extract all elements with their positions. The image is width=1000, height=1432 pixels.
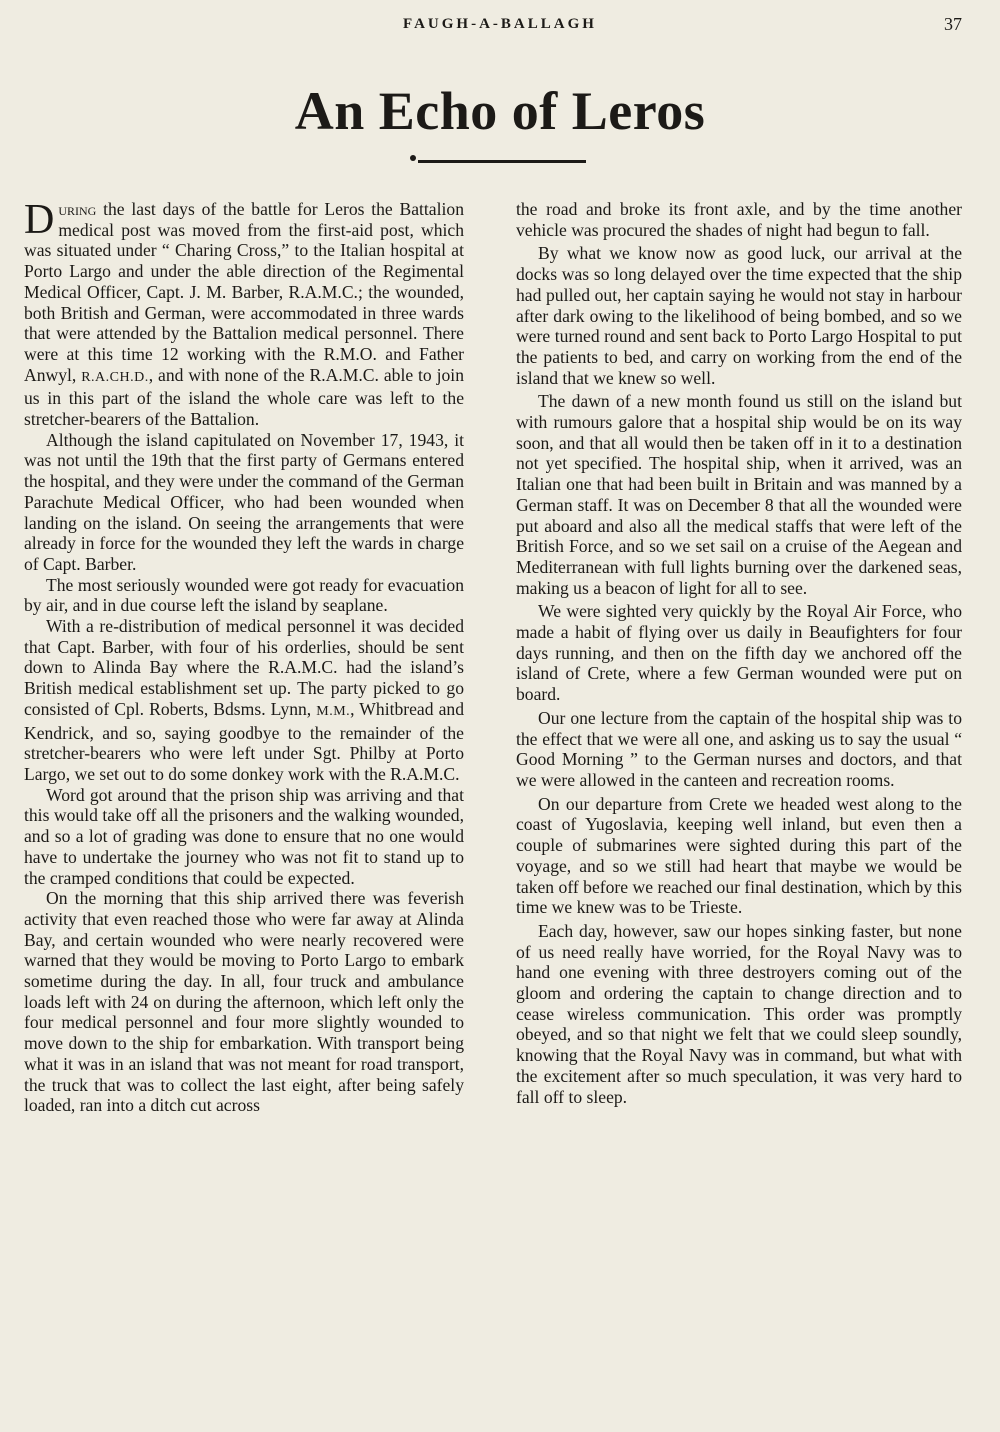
paragraph: Although the island capitulated on November 17, 1943, it was not until the 19th that the first party of Germans entered the hospital, and they were under the command of the German Parachute Medical Officer, who had been wounded when landing on the island. On seeing the arrangements that were already in force for the wounded they left the wards in charge of Capt. Barber. <box>24 429 464 574</box>
paragraph: We were sighted very quickly by the Royal Air Force, who made a habit of flying over us daily in Beaufighters for four days running, and then on the fifth day we anchored off the island of Crete, where a few German wounded were put on board. <box>516 601 962 705</box>
page-number: 37 <box>944 14 962 34</box>
paragraph: Our one lecture from the captain of the hospital ship was to the effect that we were all one, and asking us to say the usual “ Good Morning ” to the German nurses and doctors, and that we were allowed in the canteen and recreation rooms. <box>516 707 962 790</box>
paragraph: the road and broke its front axle, and by the time another vehicle was procured the shades of night had begun to fall. <box>516 199 962 240</box>
paragraph-text: With a re-distribution of medical personnel it was decided that Capt. Barber, with four of his orderlies, should be sent down to Alinda Bay where the R.A.M.C. had the island’s British medical establishment set up. The party picked to go consisted of Cpl. Roberts, Bdsms. Lynn, <box>24 616 464 719</box>
paragraph-text: , and with none of the R.A.M.C. able to join us in this part of the island the whole care was left to the stretcher-bearers of the Battalion. <box>24 364 464 430</box>
article-title: An Echo of Leros <box>294 81 706 141</box>
drop-cap: D <box>24 197 55 243</box>
title-rule-dot <box>410 155 416 161</box>
paragraph: Each day, however, saw our hopes sinking faster, but none of us need really have worried, for the Royal Navy was to hand one evening with three destroyers coming out of the gloom and ordering the captain to change direction and to cease wireless communication. This order was promptly obeyed, and so that night we felt that we could sleep soundly, knowing that the Royal Navy was in command, but what with the excitement after so much speculation, it was very hard to fall off to sleep. <box>516 920 962 1107</box>
lead-in: uring <box>58 199 97 219</box>
paragraph-text: , Whitbread and Kendrick, and so, saying goodbye to the remainder of the stretcher-bearers who were left under Sgt. Philby at Porto Largo, we set out to do some donkey work with the R.A.M.C. <box>24 698 464 784</box>
abbreviation: M.M. <box>316 703 351 719</box>
paragraph <box>24 199 464 430</box>
paragraph: On the morning that this ship arrived there was feverish activity that even reached those who were far away at Alinda Bay, and certain wounded who were nearly recovered were warned that they would be moving to Porto Largo to embark sometime during the day. In all, four truck and ambulance loads left with 24 on during the afternoon, which left only the four medical personnel and four more slightly wounded to move down to the ship for embarkation. With transport being what it was in an island that was not meant for road transport, the truck that was to collect the last eight, after being safely loaded, ran into a ditch cut across <box>24 888 464 1116</box>
paragraph <box>24 616 464 785</box>
abbreviation: R.A.CH.D. <box>81 369 149 385</box>
paragraph: By what we know now as good luck, our arrival at the docks was so long delayed over the time expected that the ship had pulled out, her captain saying he would not stay in harbour after dark owing to the likelihood of being bombed, and so we were turned round and sent back to Porto Largo Hospital to put the patients to bed, and carry on working from the end of the island that we knew so well. <box>516 243 962 388</box>
paragraph: Word got around that the prison ship was arriving and that this would take off all the prisoners and the walking wounded, and so a lot of grading was done to ensure that no one would have to undertake the journey who was not fit to stand up to the cramped conditions that could be expected. <box>24 784 464 888</box>
paragraph: On our departure from Crete we headed west along to the coast of Yugoslavia, keeping well inland, but even then a couple of submarines were sighted during this part of the voyage, and so we still had heart that maybe we would be taken off before we reached our final destination, which by this time we knew was to be Trieste. <box>516 793 962 918</box>
left-column <box>24 199 464 1116</box>
paragraph: The dawn of a new month found us still on the island but with rumours galore that a hospital ship would be on its way soon, and that all would then be taken off in it to a destination not yet specified. The hospital ship, when it arrived, was an Italian one that had been built in Britain and was manned by a German staff. It was on December 8 that all the wounded were put aboard and also all the medical staffs that were left of the British Force, and so we set sail on a cruise of the Aegean and Mediterranean with full lights burning over the darkened seas, making us a beacon of light for all to see. <box>516 391 962 598</box>
running-header <box>0 14 1000 38</box>
title-rule <box>418 160 586 163</box>
running-title: FAUGH-A-BALLAGH <box>403 16 597 32</box>
right-column <box>516 199 962 1107</box>
paragraph: The most seriously wounded were got ready for evacuation by air, and in due course left the island by seaplane. <box>24 574 464 616</box>
paragraph-text: the last days of the battle for Leros the Battalion medical post was moved from the first-aid post, which was situated under “ Charing Cross,” to the Italian hospital at Porto Largo and under the able direction of the Regimental Medical Officer, Capt. J. M. Barber, R.A.M.C.; the wounded, both British and German, were accommodated in three wards that were attended by the Battalion medical personnel. There were at this time 12 working with the R.M.O. and Father Anwyl, <box>24 199 464 385</box>
